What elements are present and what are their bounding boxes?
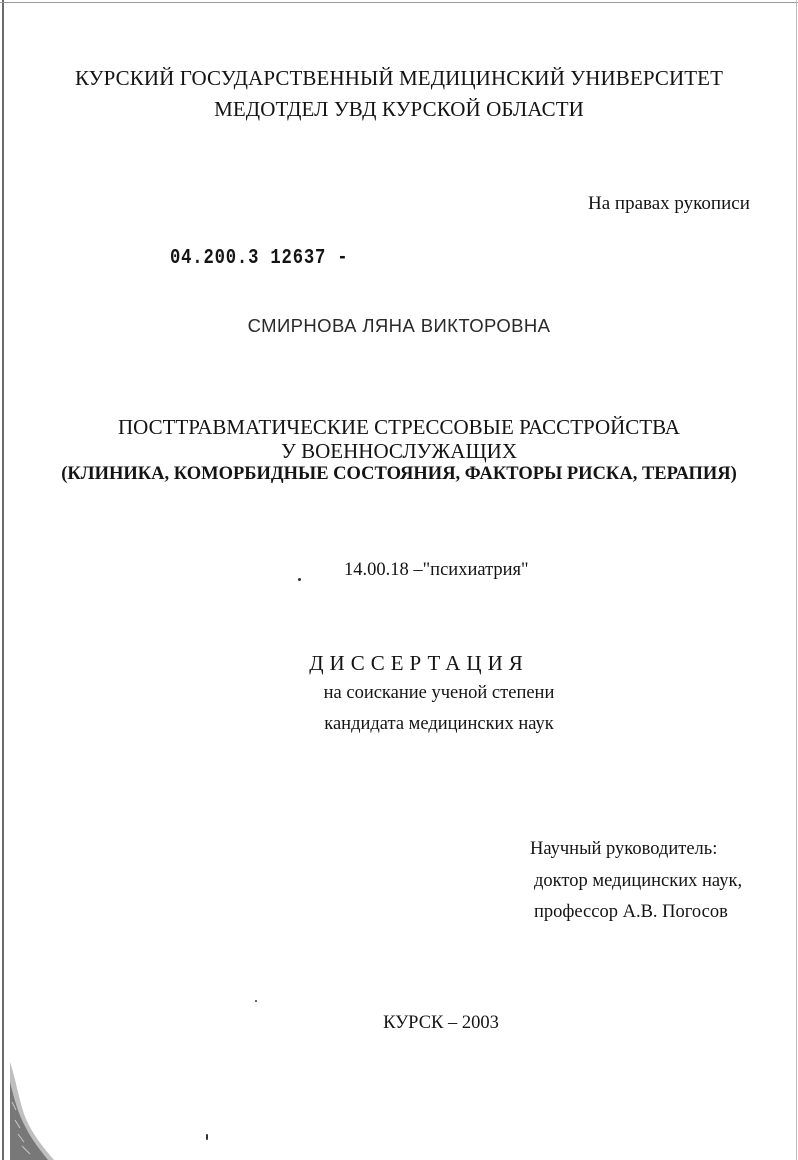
scan-speck <box>298 578 301 581</box>
scan-right-edge <box>796 0 797 1160</box>
degree-line-2: кандидата медицинских наук <box>324 714 554 734</box>
author-name: СМИРНОВА ЛЯНА ВИКТОРОВНА <box>247 315 551 336</box>
department-name: МЕДОТДЕЛ УВД КУРСКОЙ ОБЛАСТИ <box>214 97 584 121</box>
thesis-title-line-2: У ВОЕННОСЛУЖАЩИХ <box>281 439 517 463</box>
supervisor-name: профессор А.В. Погосов <box>534 902 728 922</box>
scan-left-edge <box>2 0 4 1160</box>
thesis-subtitle: (КЛИНИКА, КОМОРБИДНЫЕ СОСТОЯНИЯ, ФАКТОРЫ РИСКА, ТЕРАПИЯ) <box>61 464 737 484</box>
supervisor-title: Научный руководитель: <box>530 839 718 859</box>
registration-stamp: 04.200.3 12637 - <box>170 247 349 270</box>
scan-speck <box>255 1000 257 1002</box>
specialty-code: 14.00.18 –"психиатрия" <box>344 560 529 580</box>
thesis-title-line-1: ПОСТТРАВМАТИЧЕСКИЕ СТРЕССОВЫЕ РАССТРОЙСТВА <box>118 415 680 439</box>
scan-speck <box>206 1134 208 1140</box>
rights-note: На правах рукописи <box>588 193 750 214</box>
scan-top-edge <box>0 2 798 3</box>
university-name: КУРСКИЙ ГОСУДАРСТВЕННЫЙ МЕДИЦИНСКИЙ УНИВЕРСИТЕТ <box>74 66 724 90</box>
scan-shadow-corner <box>10 1062 58 1160</box>
supervisor-degree: доктор медицинских наук, <box>534 871 743 891</box>
degree-line-1: на соискание ученой степени <box>323 683 555 703</box>
place-year: КУРСК – 2003 <box>383 1013 499 1033</box>
dissertation-heading: ДИССЕРТАЦИЯ <box>309 651 529 675</box>
